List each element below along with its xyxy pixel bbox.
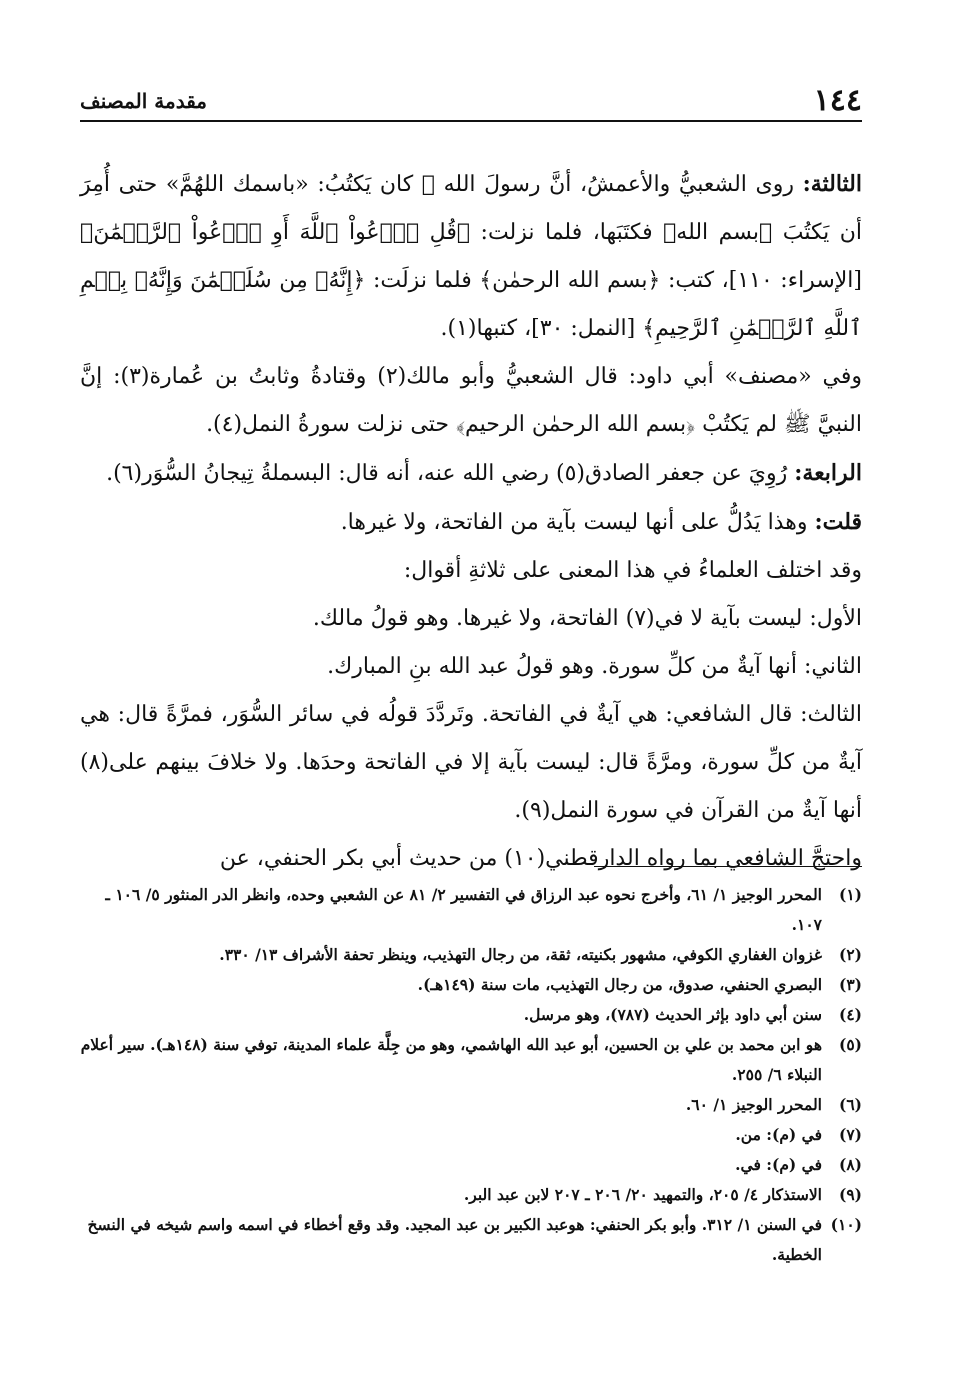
footnote-text: غزوان الغفاري الكوفي، مشهور بكنيته، ثقة، من رجال التهذيب، وينظر تحفة الأشراف ١٣/ ٣٣٠. (219, 945, 822, 964)
footnote (80, 1150, 862, 1180)
footnote-number: (٥) (838, 1035, 862, 1054)
footnote-text: في (م): من. (735, 1125, 822, 1144)
footnote-number: (٣) (838, 975, 862, 994)
footnote-text: في السنن ١/ ٣١٢. وأبو بكر الحنفي: هوعبد الكبير بن عبد المجيد. وقد وقع أخطاء في اسمه واسم شيخه في النسخ الخطية. (87, 1215, 822, 1264)
paragraph-second-view (80, 643, 862, 691)
footnote (80, 970, 862, 1000)
footnote-number: (١) (838, 885, 862, 904)
paragraph-fourth-opinion (80, 449, 862, 498)
footnote (80, 880, 862, 940)
footnote-number: (٨) (838, 1155, 862, 1174)
paragraph-shafii-argument (80, 835, 862, 883)
footnote-number: (٧) (838, 1125, 862, 1144)
footnote-number: (٤) (838, 1005, 862, 1024)
paragraph-text: وهذا يَدُلُّ على أنها ليست بآية من الفاتحة، ولا غيرها. (340, 510, 808, 535)
footnote-number: (١٠) (830, 1215, 862, 1234)
footnote-text: سنن أبي داود بإثر الحديث (٧٨٧)، وهو مرسل. (523, 1005, 822, 1024)
footnote-text: في (م): في. (735, 1155, 822, 1174)
footnote (80, 1120, 862, 1150)
paragraph-text: واحتجَّ الشافعي بما رواه الدارقطني(١٠) من حديث أبي بكر الحنفي، عن (219, 846, 862, 871)
footnote (80, 1030, 862, 1090)
footnote-number: (٢) (838, 945, 862, 964)
page-header (80, 80, 862, 122)
paragraph-author-comment (80, 498, 862, 547)
footnote-number: (٩) (838, 1185, 862, 1204)
paragraph-text: وقد اختلف العلماءُ في هذا المعنى على ثلاثةِ أقوال: (403, 558, 862, 583)
footnote-separator (594, 866, 862, 867)
footnote (80, 1180, 862, 1210)
paragraph-first-view (80, 595, 862, 643)
footnotes (80, 880, 862, 1270)
paragraph-text: الأول: ليست بآية لا في(٧) الفاتحة، ولا غيرها. وهو قولُ مالك. (312, 606, 862, 631)
footnote-text: المحرر الوجيز ١/ ٦١، وأخرج نحوه عبد الرزاق في التفسير ٢/ ٨١ عن الشعبي وحده، وانظر الدر المنثور ٥/ ١٠٦ ـ ١٠٧. (105, 885, 822, 934)
paragraph-lead: الثالثة: (802, 171, 862, 197)
footnote (80, 1090, 862, 1120)
paragraph-scholars-disagree (80, 547, 862, 595)
paragraph-text: الثالث: قال الشافعي: هي آيةٌ في الفاتحة. وتَردَّدَ قولُه في سائر السُّوَر، فمرَّةً قال: هي آيةٌ من كلِّ سورة، ومرَّةً قال: ليست بآية إلا في الفاتحة وحدَها. ولا خلافَ بينهم على(٨) أنها آيةٌ من القرآن في سورة النمل(٩). (80, 702, 862, 823)
running-title: مقدمة المصنف (80, 89, 208, 113)
footnote-text: هو ابن محمد بن علي بن الحسين، أبو عبد الله الهاشمي، وهو من جِلَّة علماء المدينة، توفي سنة (١٤٨هـ). سير أعلام النبلاء ٦/ ٢٥٥. (80, 1035, 822, 1084)
paragraph-text: وفي «مصنف» أبي داود: قال الشعبيُّ وأبو مالك(٢) وقتادةُ وثابتُ بن عُمارة(٣): إنَّ النبيَّ ﷺ لم يَكتُبْ ﴿بسم الله الرحمٰن الرحيم﴾ حتى نزلت سورةُ النمل(٤). (80, 364, 862, 437)
footnote-number: (٦) (838, 1095, 862, 1114)
footnote-text: المحرر الوجيز ١/ ٦٠. (685, 1095, 822, 1114)
main-text (80, 160, 862, 883)
page-number: ١٤٤ (813, 83, 862, 118)
footnote (80, 940, 862, 970)
footnote (80, 1210, 862, 1270)
paragraph-lead: الرابعة: (794, 460, 862, 486)
paragraph-lead: قلت: (814, 509, 862, 535)
footnote-text: البصري الحنفي، صدوق، من رجال التهذيب، مات سنة (١٤٩هـ). (417, 975, 822, 994)
paragraph-text: روى الشعبيُّ والأعمشُ، أنَّ رسولَ الله ﷺ كان يَكتُبُ: «باسمك اللهُمَّ» حتى أُمِرَ أن يَكتُبَ ﴿بسم الله﴾ فكتَبَها، فلما نزلت: ﴿قُلِ ٱدۡعُواْ ٱللَّهَ أَوِ ٱدۡعُواْ ٱلرَّحۡمَٰنَ﴾ [الإسراء: ١١٠]، كتب: ﴿بسم الله الرحمٰن﴾ فلما نزلَت: ﴿إِنَّهُۥ مِن سُلَيۡمَٰنَ وَإِنَّهُۥ بِسۡمِ ٱللَّهِ ٱلرَّحۡمَٰنِ ٱلرَّحِيمِ﴾ [النمل: ٣٠]، كتبها(١). (80, 172, 862, 341)
footnote (80, 1000, 862, 1030)
paragraph-text: رُوِيَ عن جعفر الصادق(٥) رضي الله عنه، أنه قال: البسملةُ تِيجانُ السُّوَر(٦). (106, 461, 788, 486)
paragraph-third-view (80, 691, 862, 835)
paragraph-third-opinion (80, 160, 862, 353)
footnote-text: الاستذكار ٤/ ٢٠٥، والتمهيد ٢٠/ ٢٠٦ ـ ٢٠٧ لابن عبد البر. (463, 1185, 822, 1204)
paragraph-text: الثاني: أنها آيةٌ من كلِّ سورة. وهو قولُ عبد الله بنِ المبارك. (327, 654, 862, 679)
paragraph-abu-dawud (80, 353, 862, 449)
